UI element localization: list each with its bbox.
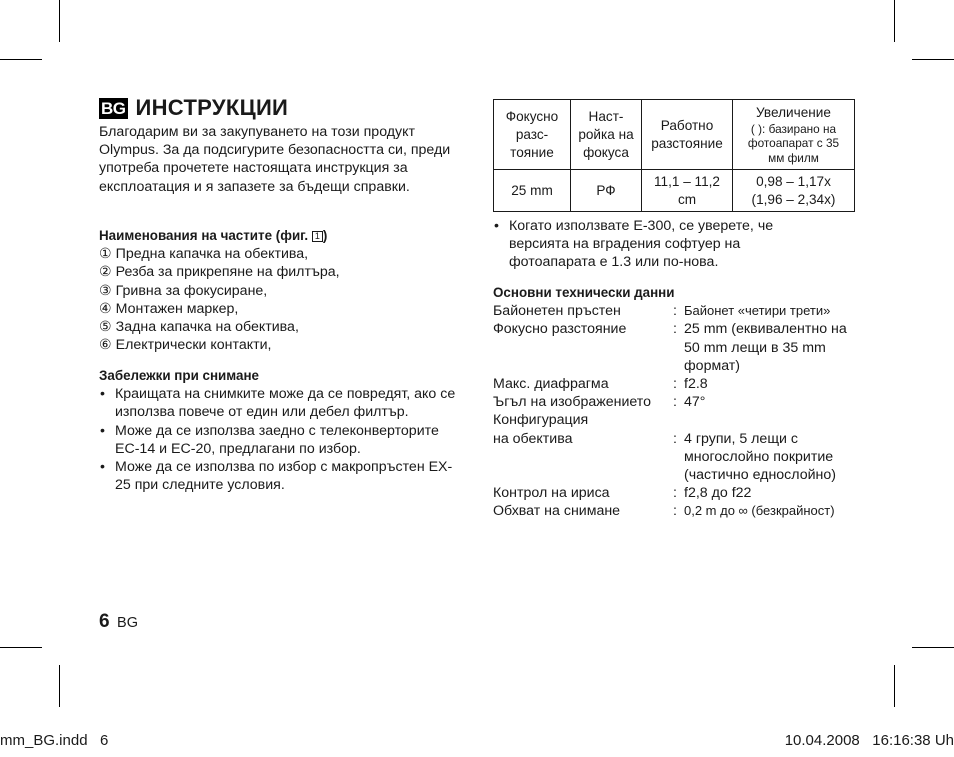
page-title: ИНСТРУКЦИИ [135,95,289,120]
intro-text: Благодарим ви за закупуването на този продукт Olympus. За да подсигурите безопасността си, преди употреба прочетете настоящата инструкция за експлоатация и я запазете за бъдещи справки. [99,124,451,195]
spec-value: 25 mm (еквивалентно на 50 mm лещи в 35 mm формат) [684,321,847,374]
e300-note [493,217,813,272]
page-number-block [99,611,138,633]
spec-separator: : [673,303,677,320]
parts-item: ④ Монтажен маркер, [99,300,239,317]
spec-value: f2.8 [684,376,708,393]
slug-datetime: 10.04.2008 16:16:38 Uh [784,732,954,749]
crop-mark-top-right-vertical [894,0,895,42]
notes-item: • Може да се използва заедно с телеконверторите EC-14 и EC-20, предлагани по избор. [99,422,467,458]
spec-separator: : [673,430,677,447]
crop-mark-top-left-vertical [59,0,60,42]
page-number: 6 [99,611,110,632]
page-header [99,95,288,121]
crop-mark-bottom-left-horizontal [0,647,42,648]
parts-item: ② Резба за прикрепяне на филтъра, [99,264,340,281]
table-header-note: ( ): базирано на фотоапарат с 35 мм филм [747,121,840,165]
specs-section [493,284,864,521]
intro-paragraph [99,123,469,196]
spec-label: Байонетен пръстен [493,303,621,320]
crop-mark-top-left-horizontal [0,59,42,60]
macro-table [493,99,855,212]
spec-separator: : [673,394,677,411]
table-cell: 0,98 – 1,17x (1,96 – 2,34x) [733,170,855,212]
table-header-cell: Работно разстояние [642,100,733,170]
figure-ref-box: 1 [312,231,323,242]
e300-note-text: • Когато използвате E-300, се уверете, че версията на вградения софтуер на фотоапарата е 1.3 или по-нова. [493,217,813,272]
specs-list [493,302,864,520]
notes-section [99,367,467,494]
notes-heading: Забележки при снимане [99,368,260,383]
notes-item: • Краищата на снимките може да се повредят, ако се използва повече от един или дебел филтър. [99,385,467,421]
table-cell: 11,1 – 11,2 cm [642,170,733,212]
parts-item: ① Предна капачка на обектива, [99,246,309,263]
page-lang: BG [117,615,138,631]
spec-label: Фокусно разстояние [493,321,627,338]
table-cell: РФ [571,170,642,212]
parts-item: ③ Гривна за фокусиране, [99,282,268,299]
table-header-cell: Фокусно разс-тояние [494,100,571,170]
spec-value [684,411,864,429]
slug-filename: mm_BG.indd 6 [0,732,109,749]
table-cell: 25 mm [494,170,571,212]
specs-heading: Основни технически данни [493,285,675,300]
spec-value: 4 групи, 5 лещи с многослойно покритие (частично еднослойно) [684,430,836,484]
notes-item: • Може да се използва по избор с макропръстен EX-25 при следните условия. [99,458,467,494]
table-header-cell: Наст-ройка на фокуса [571,100,642,170]
spec-value: Байонет «четири трети» [684,303,831,319]
language-badge: BG [101,98,126,118]
spec-value: 0,2 m до ∞ (безкрайност) [684,503,835,519]
crop-mark-bottom-right-horizontal [912,647,954,648]
spec-label: Ъгъл на изображението [493,394,652,411]
crop-mark-bottom-left-vertical [59,665,60,707]
spec-value: f2,8 до f22 [684,485,752,502]
notes-list [99,385,467,494]
spec-separator: : [673,321,677,338]
crop-mark-bottom-right-vertical [894,665,895,707]
spec-label: на обектива [493,430,573,447]
spec-label: Макс. диафрагма [493,376,609,393]
spec-label: Конфигурация [493,412,589,429]
parts-item: ⑤ Задна капачка на обектива, [99,319,299,336]
spec-separator: : [673,376,677,393]
parts-item: ⑥ Електрически контакти, [99,337,272,354]
spec-separator [673,411,684,429]
table-header-cell-magnification: Увеличение ( ): базирано на фотоапарат с 35 мм филм [733,100,855,170]
parts-heading: Наименования на частите (фиг. 1 ) [99,228,328,243]
spec-separator: : [673,503,677,520]
parts-section [99,227,469,354]
crop-mark-top-right-horizontal [912,59,954,60]
spec-label: Контрол на ириса [493,485,610,502]
spec-value: 47° [684,394,706,411]
spec-label: Обхват на снимане [493,503,621,520]
spec-separator: : [673,485,677,502]
